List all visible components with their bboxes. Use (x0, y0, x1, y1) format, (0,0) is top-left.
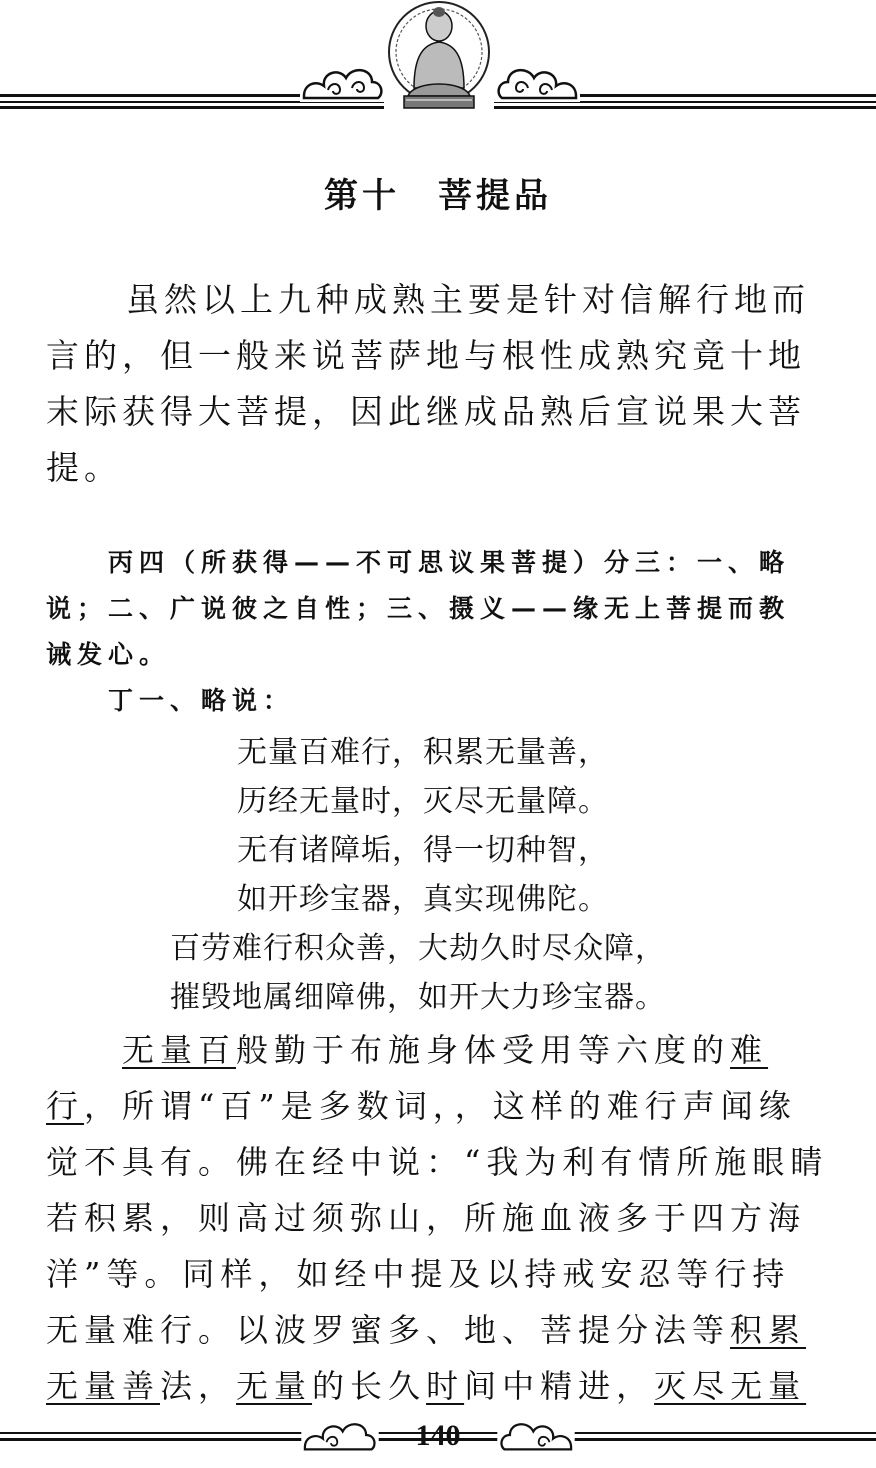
chapter-title: 第十 菩提品 (324, 176, 552, 216)
outline-line: 诫发心。 (46, 640, 171, 669)
paragraph-line: 虽然以上九种成熟主要是针对信解行地而 (126, 280, 810, 319)
commentary-line (46, 1078, 846, 1134)
paragraph-line: 末际获得大菩提，因此继成品熟后宣说果大菩 (46, 392, 806, 431)
text-run: 的长久 (312, 1367, 427, 1405)
text-run: 无量难行。以波罗蜜多、地、菩提分法等 (46, 1311, 731, 1349)
underlined-term: 无量 (236, 1367, 313, 1405)
outline-heading (46, 540, 846, 724)
intro-paragraph (46, 272, 846, 496)
cloud-icon (494, 62, 580, 102)
cloud-icon (496, 1417, 576, 1453)
paragraph-line: 提。 (46, 448, 122, 487)
verse-line: 摧毁地属细障佛，如开大力珍宝器。 (170, 980, 666, 1015)
outline-line: 说；二、广说彼之自性；三、摄义——缘无上菩提而教 (46, 594, 791, 623)
commentary-line (46, 1302, 846, 1358)
verse-line: 无量百难行，积累无量善， (237, 735, 609, 770)
underlined-term: 无量善 (46, 1367, 161, 1405)
text-run: 法， (160, 1367, 237, 1405)
verse-line: 如开珍宝器，真实现佛陀。 (237, 882, 609, 917)
text-run: ，所谓“百”是多数词，，这样的难行声闻缘 (84, 1087, 797, 1125)
commentary-line: 洋”等。同样，如经中提及以持戒安忍等行持 (46, 1255, 791, 1293)
outline-line: 丙四（所获得——不可思议果菩提）分三：一、略 (108, 548, 791, 577)
underlined-term: 时 (426, 1367, 465, 1405)
subsection-heading: 丁一、略说： (108, 686, 295, 715)
page-footer-ornament (0, 1405, 876, 1468)
underlined-term: 灭尽无量 (654, 1367, 807, 1405)
verse-line: 无有诸障垢，得一切种智， (237, 833, 609, 868)
commentary-paragraph (46, 1022, 846, 1414)
cloud-icon (300, 62, 386, 102)
verse-line: 百劳难行积众善，大劫久时尽众障， (170, 931, 666, 966)
commentary-line (46, 1022, 846, 1078)
verse-line: 历经无量时，灭尽无量障。 (237, 784, 609, 819)
underlined-term: 积累 (730, 1311, 807, 1349)
underlined-term: 难 (730, 1031, 769, 1069)
page-number: 140 (415, 1419, 461, 1452)
page-header-ornament (0, 0, 876, 120)
verse-block (0, 728, 876, 1022)
underlined-term: 无量百 (122, 1031, 237, 1069)
text-run: 般勤于布施身体受用等六度的 (236, 1031, 731, 1069)
paragraph-line: 言的，但一般来说菩萨地与根性成熟究竟十地 (46, 336, 806, 375)
text-run: 间中精进， (464, 1367, 655, 1405)
commentary-line: 觉不具有。佛在经中说：“我为利有情所施眼睛 (46, 1143, 829, 1181)
buddha-image (384, 0, 494, 112)
commentary-line: 若积累，则高过须弥山，所施血液多于四方海 (46, 1199, 807, 1237)
underlined-term: 行 (46, 1087, 85, 1125)
